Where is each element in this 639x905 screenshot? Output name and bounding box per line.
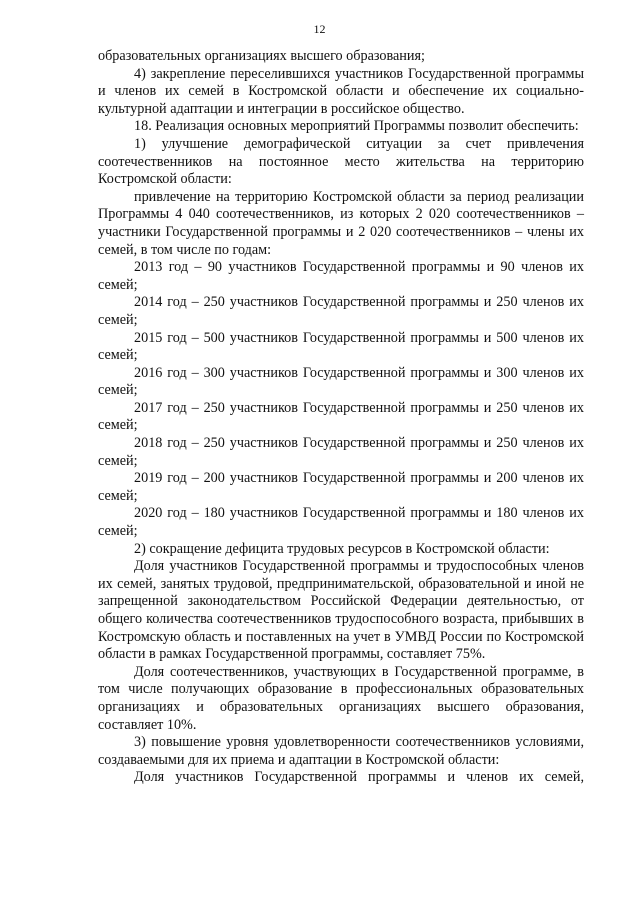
page-number: 12 <box>313 22 326 36</box>
paragraph: образовательных организациях высшего образования; <box>98 48 425 64</box>
paragraph: 4) закрепление переселившихся участников Государственной программы и членов их семей в Костромской области и обеспечение их социально-культурной адаптации и интеграции в российское общество. <box>98 65 584 117</box>
paragraph: Доля соотечественников, участвующих в Государственной программе, в том числе получающих образование в профессиональных образовательных организациях и образовательных организациях высшего образования, составляет 10%. <box>98 663 584 733</box>
paragraph: 1) улучшение демографической ситуации за счет привлечения соотечественников на постоянное место жительства на территорию Костромской области: <box>98 135 584 188</box>
paragraph: 2) сокращение дефицита трудовых ресурсов в Костромской области: <box>134 540 550 557</box>
paragraph: 3) повышение уровня удовлетворенности соотечественников условиями, создаваемыми для их приема и адаптации в Костромской области: <box>98 734 584 768</box>
paragraph: 2013 год – 90 участников Государственной программы и 90 членов их семей; <box>98 259 584 293</box>
paragraph: привлечение на территорию Костромской области за период реализации Программы 4 040 соотечественников, из которых 2 020 соотечественников – участники Государственной программы и 2 020 соотечественников – члены их семей, в том числе по годам: <box>98 188 584 258</box>
paragraph: 2014 год – 250 участников Государственной программы и 250 членов их семей; <box>98 294 584 328</box>
document-body <box>98 48 584 787</box>
paragraph: 2019 год – 200 участников Государственной программы и 200 членов их семей; <box>98 470 584 504</box>
paragraph: Доля участников Государственной программы и трудоспособных членов их семей, занятых трудовой, предпринимательской, образовательной и иной не запрещенной законодательством Российской Федерации деятельностью, от общего количества соотечественников трудоспособного возраста, прибывших в Костромскую область и поставленных на учет в УМВД России по Костромской области в рамках Государственной программы, составляет 75%. <box>98 558 584 663</box>
paragraph: 2017 год – 250 участников Государственной программы и 250 членов их семей; <box>98 399 584 434</box>
paragraph: Доля участников Государственной программы и членов их семей, <box>134 769 584 786</box>
paragraph: 2015 год – 500 участников Государственной программы и 500 членов их семей; <box>98 329 584 364</box>
paragraph: 18. Реализация основных мероприятий Программы позволит обеспечить: <box>134 118 579 135</box>
paragraph: 2018 год – 250 участников Государственной программы и 250 членов их семей; <box>98 435 584 469</box>
paragraph: 2020 год – 180 участников Государственной программы и 180 членов их семей; <box>98 505 584 540</box>
paragraph: 2016 год – 300 участников Государственной программы и 300 членов их семей; <box>98 364 584 399</box>
